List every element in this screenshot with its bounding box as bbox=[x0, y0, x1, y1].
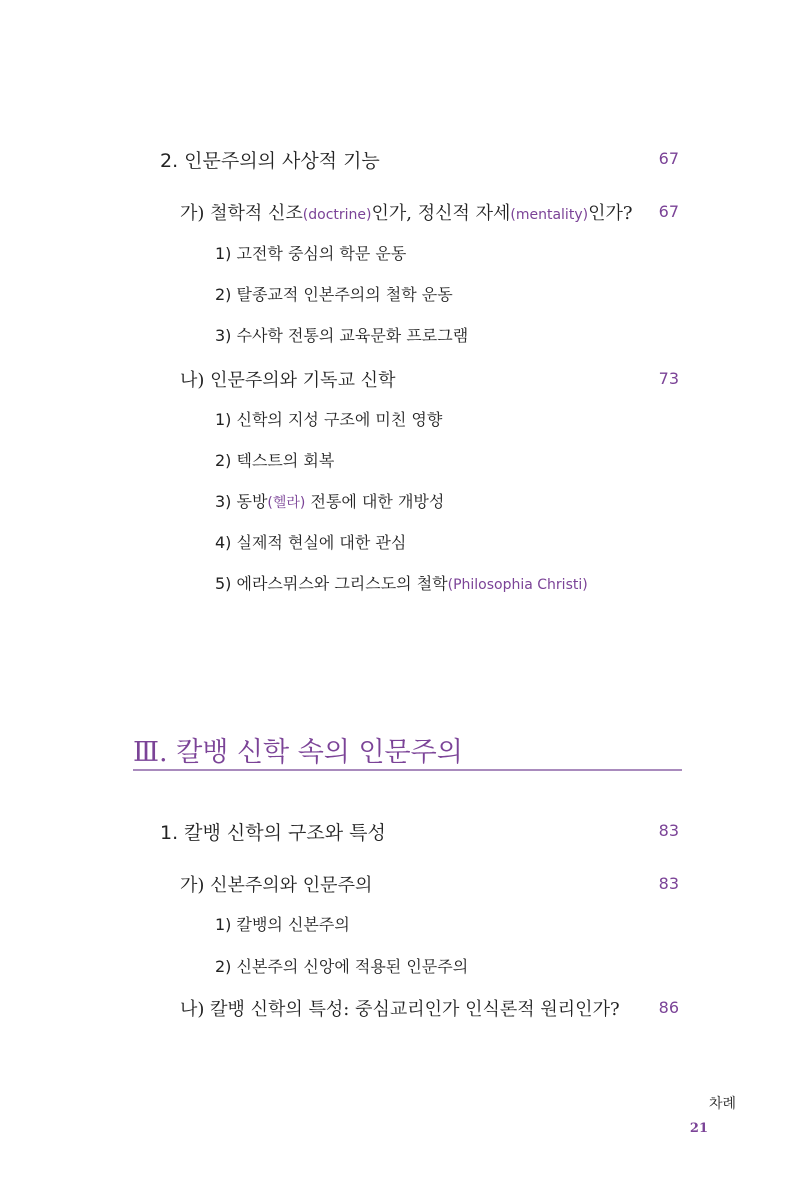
running-footer-label: 차례 bbox=[708, 1096, 736, 1112]
toc-entry-title: 1) 칼뱅의 신본주의 bbox=[215, 915, 350, 934]
part-divider bbox=[133, 769, 682, 771]
toc-entry-page: 83 bbox=[658, 874, 679, 893]
toc-entry-title: 나) 칼뱅 신학의 특성: 중심교리인가 인식론적 원리인가? bbox=[180, 999, 620, 1020]
toc-entry-title: 가) 신본주의와 인문주의 bbox=[180, 875, 373, 896]
toc-term: (mentality) bbox=[510, 207, 589, 223]
toc-text: 5) 에라스뮈스와 그리스도의 철학 bbox=[215, 574, 448, 593]
toc-entry-page: 73 bbox=[658, 369, 679, 388]
toc-entry-title bbox=[180, 199, 633, 225]
toc-entry-title: 2) 탈종교적 인본주의의 철학 운동 bbox=[215, 285, 453, 304]
toc-text: 인가? bbox=[588, 203, 633, 224]
toc-entry-title: 1) 신학의 지성 구조에 미친 영향 bbox=[215, 410, 443, 429]
toc-entry-title: 2. 인문주의의 사상적 기능 bbox=[160, 150, 380, 172]
toc-entry-title: 1. 칼뱅 신학의 구조와 특성 bbox=[160, 822, 386, 844]
toc-entry-title: 3) 수사학 전통의 교육문화 프로그램 bbox=[215, 326, 469, 345]
toc-text: 가) 철학적 신조 bbox=[180, 203, 303, 224]
toc-entry-title: 1) 고전학 중심의 학문 운동 bbox=[215, 244, 407, 263]
toc-term: (Philosophia Christi) bbox=[447, 577, 588, 593]
toc-entry-title: 2) 신본주의 신앙에 적용된 인문주의 bbox=[215, 957, 469, 976]
toc-entry-title: 4) 실제적 현실에 대한 관심 bbox=[215, 533, 407, 552]
toc-entry-page: 83 bbox=[658, 821, 679, 840]
toc-text: 3) 동방 bbox=[215, 492, 268, 511]
toc-entry-title: 2) 텍스트의 회복 bbox=[215, 451, 335, 470]
page-number: 21 bbox=[689, 1121, 708, 1136]
toc-term: (헬라) bbox=[267, 495, 306, 511]
toc-entry-title bbox=[215, 489, 444, 512]
toc-entry-page: 86 bbox=[658, 998, 679, 1017]
toc-text: 전통에 대한 개방성 bbox=[305, 492, 445, 511]
toc-text: 인가, 정신적 자세 bbox=[371, 203, 511, 224]
toc-entry-page: 67 bbox=[658, 202, 679, 221]
toc-entry-title: 나) 인문주의와 기독교 신학 bbox=[180, 370, 396, 391]
toc-term: (doctrine) bbox=[302, 207, 372, 223]
toc-entry-title bbox=[215, 571, 588, 594]
toc-entry-page: 67 bbox=[658, 149, 679, 168]
part-title: Ⅲ. 칼뱅 신학 속의 인문주의 bbox=[133, 737, 463, 768]
